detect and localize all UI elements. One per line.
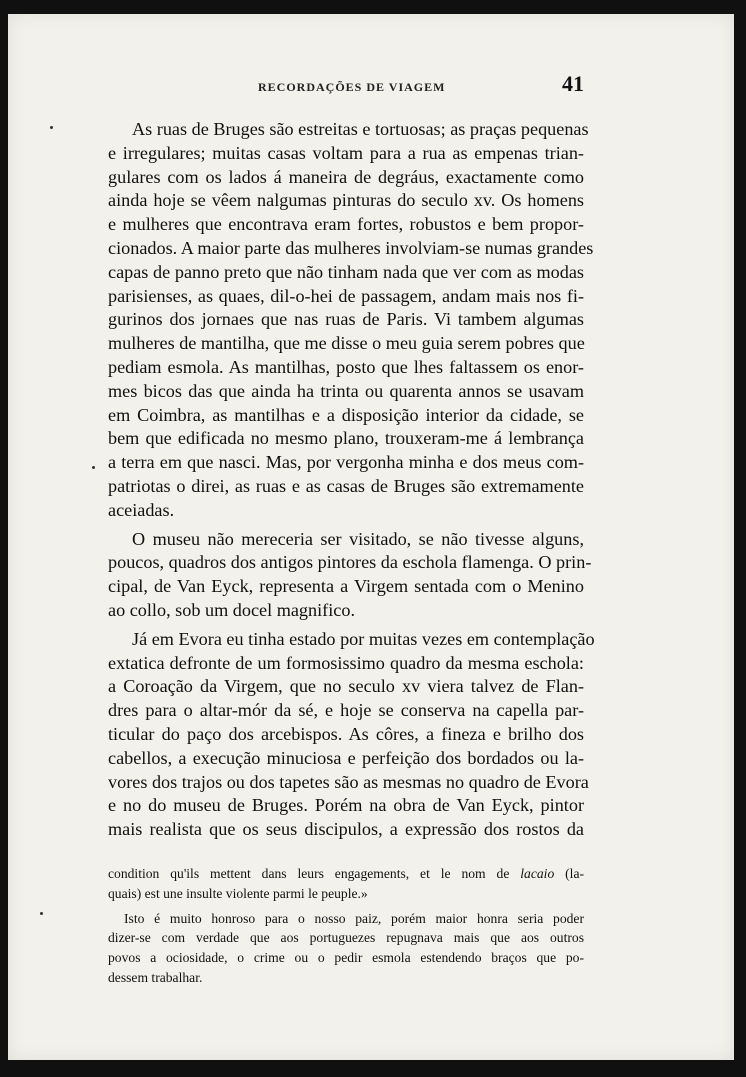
- page-header: [0, 66, 746, 96]
- footnote-line: Isto é muito honroso para o nosso paiz, porém maior honra seria poder: [124, 910, 584, 926]
- text-line: mes bicos das que ainda ha trinta ou quarenta annos se usavam: [108, 380, 584, 401]
- page-number: 41: [562, 71, 584, 96]
- text-line: As ruas de Bruges são estreitas e tortuosas; as praças pequenas: [132, 119, 589, 139]
- ink-speck: [50, 126, 53, 129]
- paragraph-3: [108, 628, 595, 842]
- text-line: mais realista que os seus discipulos, a expressão dos rostos da: [108, 819, 584, 840]
- paragraph-1: [108, 118, 594, 523]
- text-line: e irregulares; muitas casas voltam para a rua as empenas trian-: [108, 142, 584, 163]
- text-line: patriotas o direi, as ruas e as casas de Bruges são extremamente: [108, 475, 584, 496]
- text-line: a terra em que nasci. Mas, por vergonha minha e dos meus com-: [108, 452, 584, 473]
- footnote-italic: lacaio: [520, 866, 555, 881]
- text-line: cipal, de Van Eyck, representa a Virgem sentada com o Menino: [108, 576, 584, 597]
- text-line: poucos, quadros dos antigos pintores da eschola flamenga. O prin-: [108, 552, 592, 573]
- text-line: ticular do paço dos arcebispos. As côres, a fineza e brilho dos: [108, 723, 584, 744]
- text-line: parisienses, as quaes, dil-o-hei de passagem, andam mais nos fi-: [108, 285, 584, 306]
- text-line: pediam esmola. As mantilhas, posto que lhes faltassem os enor-: [108, 356, 584, 377]
- footnote-text: condition qu'ils mettent dans leurs engagements, et le nom de: [108, 866, 521, 881]
- footnote-text: (la-: [554, 866, 585, 881]
- text-line: a Coroação da Virgem, que no seculo xv viera talvez de Flan-: [108, 676, 584, 697]
- text-line: em Coimbra, as mantilhas e a disposição interior da cidade, se: [108, 404, 584, 425]
- ink-speck: [40, 912, 43, 915]
- text-line: aceiadas.: [108, 499, 175, 520]
- text-line: e no do museu de Bruges. Porém na obra de Van Eyck, pintor: [108, 795, 584, 816]
- running-title: RECORDAÇÕES DE VIAGEM: [258, 80, 446, 94]
- body-text: [108, 118, 595, 842]
- text-line: ainda hoje se vêem nalgumas pinturas do seculo xv. Os homens: [108, 190, 584, 211]
- text-line: e mulheres que encontrava eram fortes, robustos e bem propor-: [108, 214, 584, 235]
- paragraph-2: [108, 528, 592, 623]
- text-line: vores dos trajos ou dos tapetes são as mesmas no quadro de Evora: [108, 771, 589, 792]
- ink-speck: [92, 466, 95, 469]
- text-line: extatica defronte de um formosissimo quadro da mesma eschola:: [108, 652, 584, 673]
- text-line: mulheres de mantilha, que me disse o meu guia serem pobres que: [108, 333, 585, 354]
- text-line: cionados. A maior parte das mulheres involviam-se numas grandes: [108, 237, 594, 258]
- text-line: bem que edificada no mesmo plano, trouxeram-me á lembrança: [108, 428, 584, 449]
- text-line: gulares com os lados á maneira de degráus, exactamente como: [108, 166, 584, 187]
- footnote-line: [108, 864, 584, 884]
- text-line: gurinos dos jornaes que nas ruas de Paris. Vi tambem algumas: [108, 309, 584, 330]
- text-line: Já em Evora eu tinha estado por muitas vezes em contemplação: [132, 628, 595, 649]
- text-line: cabellos, a execução minuciosa e perfeição dos bordados ou la-: [108, 747, 584, 768]
- text-line: dres para o altar-mór da sé, e hoje se conserva na capella par-: [108, 700, 584, 721]
- text-line: capas de panno preto que não tinham nada que ver com as modas: [108, 261, 584, 282]
- footnotes: [108, 864, 584, 988]
- footnote-line: dessem trabalhar.: [108, 969, 203, 985]
- footnote-line: povos a ociosidade, o crime ou o pedir esmola estendendo braços que po-: [108, 950, 584, 966]
- text-line: ao collo, sob um docel magnifico.: [108, 599, 355, 620]
- footnote-line: quais) est une insulte violente parmi le peuple.»: [108, 885, 368, 901]
- footnote-line: dizer-se com verdade que aos portuguezes repugnava mais que aos outros: [108, 930, 584, 946]
- text-line: O museu não mereceria ser visitado, se não tivesse alguns,: [132, 528, 584, 549]
